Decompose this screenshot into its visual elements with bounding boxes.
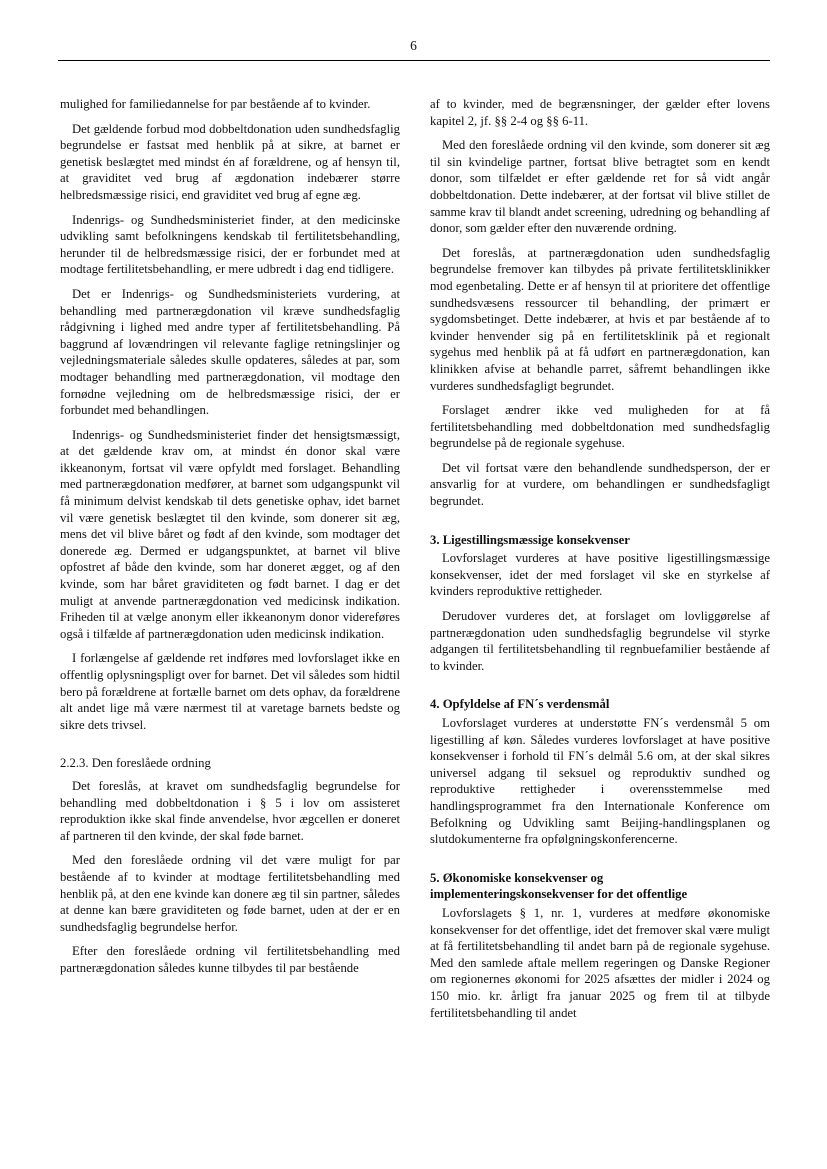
paragraph: Det foreslås, at partnerægdonation uden sundhedsfaglig begrundelse fremover kan tilbydes på private fertilitetsklinikker mod egenbetaling. Dette er af hensyn til at prioritere det offentlige sundhedsvæsens ressourcer til behandling, der primært er sygdomsbetinget. Dette indebærer, at hvis et par bestående af to kvinder henvender sig på en fertilitetsklinik på et regionalt sygehus med henblik på at få udført en partnerægdonation, kan klinikken afvise at behandle parret, såfremt behandlingen ikke vurderes sundhedsfagligt begrundet.	[430, 245, 770, 393]
section-heading-4: 4. Opfyldelse af FN´s verdensmål	[430, 697, 610, 712]
paragraph: Det er Indenrigs- og Sundhedsministeriets vurdering, at behandling med partnerægdonation vil kræve sundhedsfaglig rådgivning i lighed med andre typer af fertilitetsbehandling. På baggrund af lovændringen vil relevante faglige retningslinjer og vejledningsmateriale således skulle opdateres, således at par, som modtager behandling med partnerægdonation, vil modtage den fornødne vejledning om de helbredsmæssige risici, der er forbundet med behandlingen.	[60, 286, 400, 418]
section-heading-3: 3. Ligestillingsmæssige konsekvenser	[430, 532, 630, 547]
paragraph: Efter den foreslåede ordning vil fertilitetsbehandling med partnerægdonation således kunne tilbydes til par bestående	[60, 944, 400, 975]
paragraph: Det vil fortsat være den behandlende sundhedsperson, der er ansvarlig for at vurdere, om behandlingen er sundhedsfagligt begrundet.	[430, 460, 770, 509]
paragraph: Lovforslaget vurderes at have positive ligestillingsmæssige konsekvenser, idet der med forslaget vil ske en styrkelse af kvinders reproduktive rettigheder.	[430, 551, 770, 599]
paragraph: Det gældende forbud mod dobbeltdonation uden sundhedsfaglig begrundelse er fastsat med henblik på at sikre, at barnet er genetisk beslægtet med mindst én af forældrene, og af hensyn til, at graviditet ved brug af ægdonation indebærer større helbredsmæssige risici, end graviditet ved brug af egne æg.	[60, 121, 400, 202]
paragraph: Forslaget ændrer ikke ved muligheden for at få fertilitetsbehandling med dobbeltdonation med sundhedsfaglig begrundelse på de regionale sygehuse.	[430, 403, 770, 451]
page-number: 6	[410, 38, 417, 53]
left-column	[60, 96, 400, 985]
header-rule	[58, 60, 770, 61]
paragraph: Lovforslaget vurderes at understøtte FN´s verdensmål 5 om ligestilling af køn. Således vurderes lovforslaget at have positive konsekvenser i forhold til FN´s delmål 5.6 om, at der skal sikres universel adgang til seksuel og reproduktiv sundhed og reproduktive rettigheder i overensstemmelse med handlingsprogrammet fra den Internationale Konference om Befolkning og Udvikling samt Beijing-handlingsplanen og slutdokumenterne fra opfølgningskonferencerne.	[430, 716, 770, 847]
paragraph: Det foreslås, at kravet om sundhedsfaglig begrundelse for behandling med dobbeltdonation i § 5 i lov om assisteret reproduktion ikke skal finde anvendelse, hvor ægcellen er doneret af partneren til den kvinde, der skal føde barnet.	[60, 778, 400, 843]
section-heading-5: 5. Økonomiske konsekvenser og implementeringskonsekvenser for det offentlige	[430, 870, 688, 902]
paragraph: Med den foreslåede ordning vil det være muligt for par bestående af to kvinder at modtage fertilitetsbehandling med henblik på, at den ene kvinde kan donere æg til sin partner, således at denne kan bære graviditeten og føde barnet, uden at der er en sundhedsfaglig begrundelse herfor.	[60, 853, 400, 934]
paragraph: Indenrigs- og Sundhedsministeriet finder, at den medicinske udvikling samt befolkningens kendskab til fertilitetsbehandling, herunder til de helbredsmæssige risici, der er forbundet med at modtage fertilitetsbehandling, er mere udbredt i dag end tidligere.	[60, 212, 400, 277]
paragraph: mulighed for familiedannelse for par bestående af to kvinder.	[60, 97, 371, 111]
right-column	[430, 96, 770, 1029]
paragraph: Indenrigs- og Sundhedsministeriet finder det hensigtsmæssigt, at det gældende krav om, at mindst én donor skal være ikkeanonym, fortsat vil være opfyldt med forslaget. Behandling med partnerægdonation medfører, at barnet som udgangspunkt vil få minimum delvist kendskab til dets genetiske ophav, idet barnet vil være genetisk beslægtet til den kvinde, som donerer sit æg, mens det vil blive båret og født af den kvinde, som modtager det donerede æg. Dermed er udgangspunktet, at barnet vil blive opfostret af både den kvinde, som har doneret ægget, og af den kvinde, som har båret graviditeten og født barnet. I dag er det muligt at anvende partnerægdonation ved medicinsk indikation. Friheden til at vælge anonym eller ikkeanonym donor videreføres også i tilfælde af partnerægdonation uden medicinsk indikation.	[60, 427, 400, 641]
section-heading-2-2-3: 2.2.3. Den foreslåede ordning	[60, 756, 211, 771]
paragraph: af to kvinder, med de begrænsninger, der gælder efter lovens kapitel 2, jf. §§ 2-4 og §§ 6-11.	[430, 97, 770, 128]
paragraph: I forlængelse af gældende ret indføres med lovforslaget ikke en offentlig oplysningspligt over for barnet. Det vil således som hidtil bero på forældrene at fortælle barnet om dets ophav, da forældrene alt andet lige må være nærmest til at varetage barnets bedste og sikre dets trivsel.	[60, 651, 400, 732]
paragraph: Derudover vurderes det, at forslaget om lovliggørelse af partnerægdonation uden sundhedsfaglig begrundelse vil styrke adgangen til fertilitetsbehandling til regnbuefamilier bestående af to kvinder.	[430, 609, 770, 673]
paragraph: Lovforslagets § 1, nr. 1, vurderes at medføre økonomiske konsekvenser for det offentlige, idet det fremover skal være muligt at få fertilitetsbehandling til andet barn på de regionale sygehuse. Med den samlede aftale mellem regeringen og Danske Regioner om regionernes økonomi for 2025 afsættes der midler i 2024 og 150 mio. kr. årligt fra januar 2025 og frem til at tilbyde fertilitetsbehandling til andet	[430, 905, 770, 1020]
paragraph: Med den foreslåede ordning vil den kvinde, som donerer sit æg til sin kvindelige partner, fortsat blive betragtet som en kendt donor, som tilfældet er efter gældende ret for så vidt angår dobbeltdonation. Dette indebærer, at der fortsat vil blive stillet de samme krav til blandt andet screening, udredning og behandling af donor, som gælder efter den nuværende ordning.	[430, 138, 770, 236]
